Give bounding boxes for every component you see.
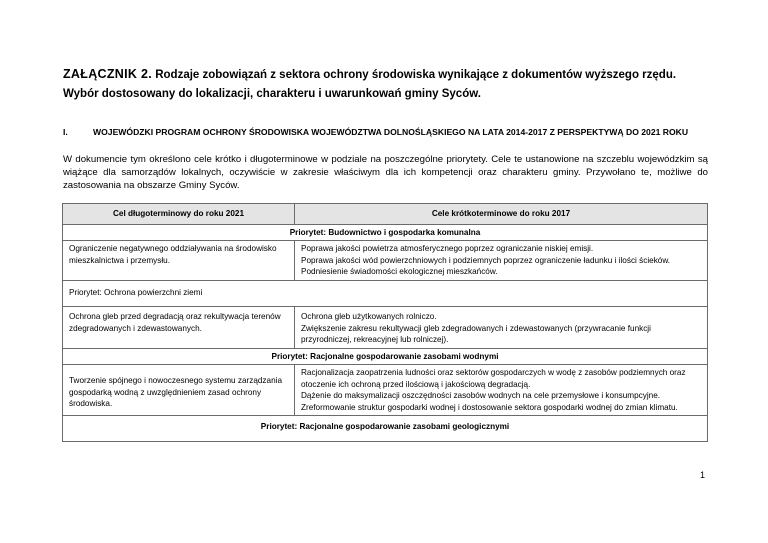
long-term-goal: Ochrona gleb przed degradacją oraz rekultywacja terenów zdegradowanych i zdewastowanych. [63,307,295,349]
attachment-title-text: Rodzaje zobowiązań z sektora ochrony środowiska wynikające z dokumentów wyższego rzędu. Wybór dostosowany do lokalizacji, charakteru i uwarunkowań gminy Syców. [63,69,677,100]
long-term-goal: Tworzenie spójnego i nowoczesnego systemu zarządzania gospodarką wodną z uwzględnieniem zasad ochrony środowiska. [63,365,295,416]
priority-label: Priorytet: Ochrona powierzchni ziemi [63,280,708,307]
attachment-label: ZAŁĄCZNIK 2. [63,67,153,81]
table-row [63,365,708,416]
short-term-goal: Zwiększenie zakresu rekultywacji gleb zdegradowanych i zdewastowanych (przywracanie funkcji przyrodniczej, rekreacyjnej lub rolniczej). [301,323,651,344]
short-term-goal: Poprawa jakości powietrza atmosferycznego poprzez ograniczanie niskiej emisji. [301,244,594,253]
short-term-goals [295,307,708,349]
priority-row [63,416,708,442]
short-term-goal: Zreformowanie struktur gospodarki wodnej i dostosowanie sektora gospodarki wodnej do zmian klimatu. [301,402,678,412]
priority-row [63,280,708,307]
priority-row [63,348,708,365]
priority-row [63,224,708,241]
short-term-goals [295,365,708,416]
section-heading [63,127,713,137]
priority-label: Priorytet: Racjonalne gospodarowanie zasobami geologicznymi [63,416,708,442]
page-number: 1 [700,470,706,480]
short-term-goals [295,241,708,281]
priority-label: Priorytet: Racjonalne gospodarowanie zasobami wodnymi [63,348,708,365]
header-long-term: Cel długoterminowy do roku 2021 [63,204,295,225]
long-term-goal: Ograniczenie negatywnego oddziaływania na środowisko mieszkalnictwa i przemysłu. [63,241,295,281]
short-term-goal: Poprawa jakości wód powierzchniowych i podziemnych poprzez ograniczenie ładunku i ilości ścieków. [301,255,671,265]
table-row [63,307,708,349]
priority-label: Priorytet: Budownictwo i gospodarka komunalna [63,224,708,241]
short-term-goal: Podniesienie świadomości ekologicznej mieszkańców. [301,267,498,276]
short-term-goal: Dążenie do maksymalizacji oszczędności zasobów wodnych na cele przemysłowe i konsumpcyjne. [301,391,661,400]
section-number: I. [63,127,68,137]
table-header-row [63,204,708,225]
goals-table [62,203,708,442]
section-heading-text: WOJEWÓDZKI PROGRAM OCHRONY ŚRODOWISKA WOJEWÓDZTWA DOLNOŚLĄSKIEGO NA LATA 2014-2017 Z PERSPEKTYWĄ DO 2021 ROKU [93,127,689,137]
attachment-title [63,65,713,104]
short-term-goal: Racjonalizacja zaopatrzenia ludności oraz sektorów gospodarczych w wodę z zasobów podziemnych oraz otoczenie ich ochroną przed ilościową i jakościową degradacją. [301,368,686,389]
table-row [63,241,708,281]
header-short-term: Cele krótkoterminowe do roku 2017 [295,204,708,225]
short-term-goal: Ochrona gleb użytkowanych rolniczo. [301,312,437,321]
intro-paragraph: W dokumencie tym określono cele krótko i długoterminowe w podziale na poszczególne priorytety. Cele te ustanowione na szczeblu wojewódzkim są wiążące dla samorządów lokalnych, oczywiście w zakresie właściwym dla ich kompetencji oraz charakteru gminy. Przywołano te, możliwe do zastosowania na obszarze Gminy Syców. [63,154,708,191]
